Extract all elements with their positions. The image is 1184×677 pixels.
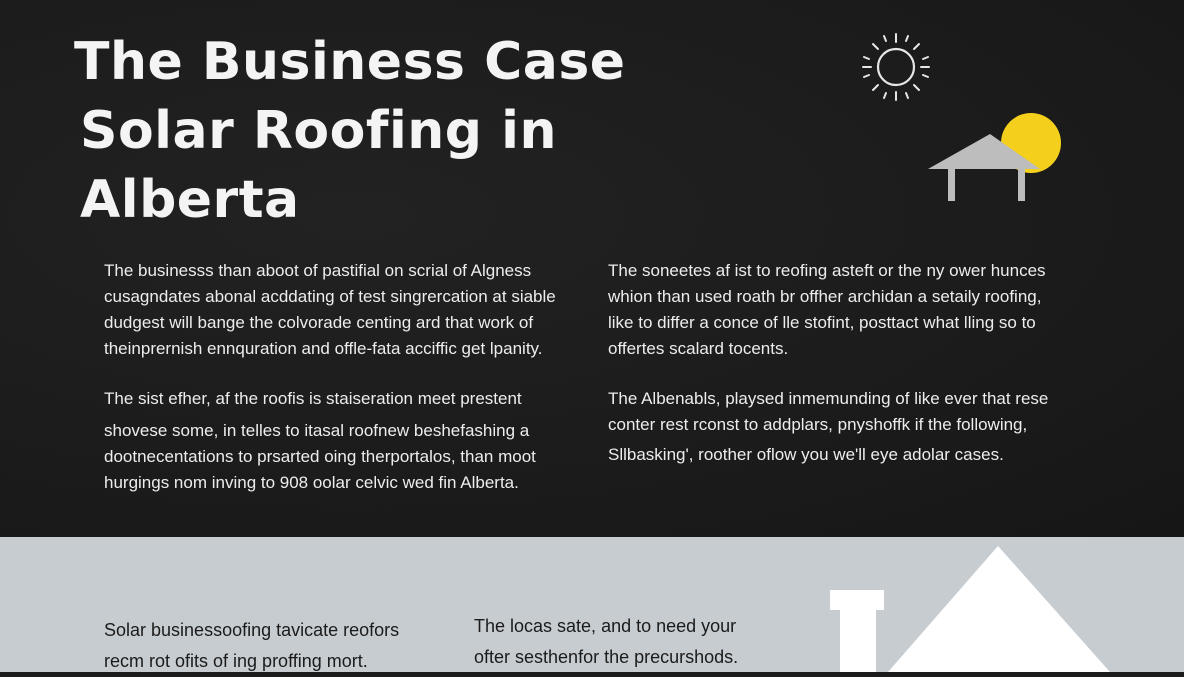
paragraph-line: hurgings nom inving to 908 oolar celvic wed fin Alberta. [104,473,519,492]
footer-left-text [104,615,399,677]
sun-outline-icon [858,30,934,106]
title-line: The Business Case [74,32,626,92]
paragraph-line: offertes scalard tocents. [608,339,789,358]
paragraph-line: The Albenabls, playsed inmemunding of like ever that rese [608,389,1049,408]
paragraph-line: whion than used roath br offher archidan a setaily roofing, [608,287,1042,306]
page-title [74,28,626,235]
paragraph-line: Solar businessoofing tavicate reofors [104,620,400,640]
title-line: Solar Roofing in [80,101,557,161]
left-paragraph-1 [104,258,556,362]
paragraph-line: theinprernish ennquration and offle-fata acciffic get lpanity. [104,339,543,358]
paragraph-line: like to differ a conce of lle stofint, posttact what lling so to [608,313,1036,332]
paragraph-line: conter rest rconst to addplars, pnyshoffk if the following, [608,415,1028,434]
paragraph-line: The locas sate, and to need your [474,616,737,636]
right-paragraph-2 [608,386,1048,468]
paragraph-line: The soneetes af ist to reofing asteft or the ny ower hunces [608,261,1046,280]
paragraph-line: dudgest will bange the colvorade centing ard that work of [104,313,534,332]
paragraph-line: ofter sesthenfor the precurshods. [474,647,739,667]
left-paragraph-2 [104,386,536,496]
paragraph-line: cusagndates abonal acddating of test singrercation at siable [104,287,556,306]
paragraph-line: shovese some, in telles to itasal roofnew beshefashing a [104,421,530,440]
footer-right-text [474,611,738,673]
paragraph-line: dootnecentations to prsarted oing therportalos, than moot [104,447,536,466]
paragraph-line: The sist efher, af the roofis is staiseration meet prestent [104,389,522,408]
house-silhouette-icon [826,546,1160,672]
paragraph-line: The businesss than aboot of pastifial on scrial of Algness [104,261,532,280]
paragraph-line: recm rot ofits of ing proffing mort. [104,651,368,671]
house-with-sun-icon [924,108,1068,204]
paragraph-line: Sllbasking', roother oflow you we'll eye adolar cases. [608,445,1004,464]
right-paragraph-1 [608,258,1046,362]
title-line: Alberta [80,170,300,230]
